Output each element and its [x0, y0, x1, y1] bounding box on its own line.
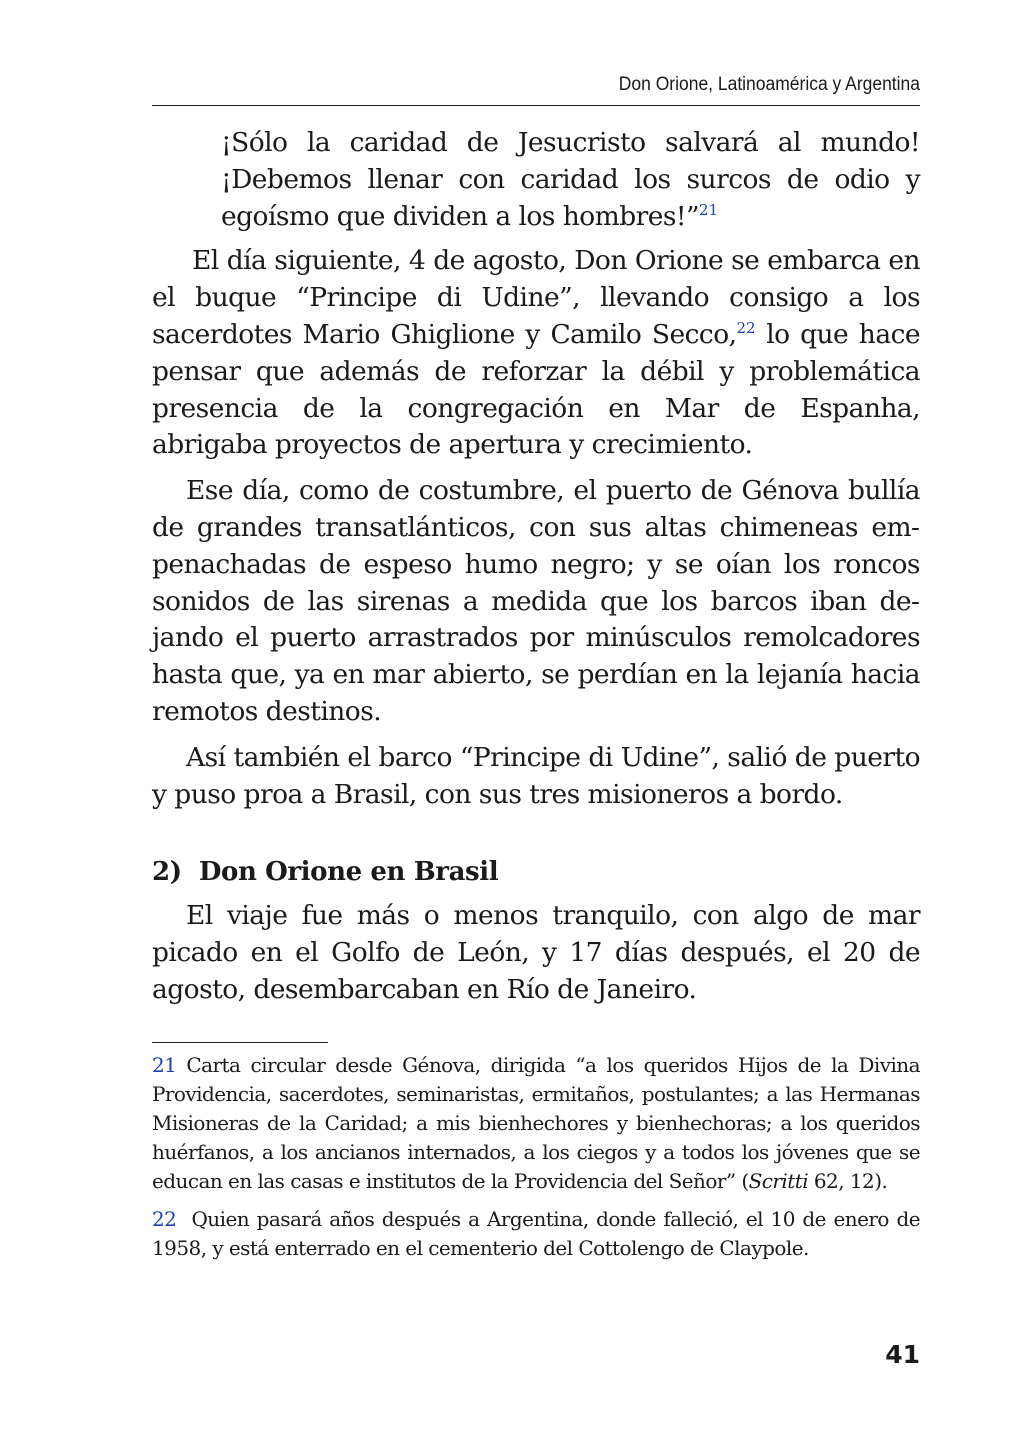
footnote-number[interactable]: 22: [152, 1207, 177, 1231]
section-heading: 2) Don Orione en Brasil: [152, 857, 499, 888]
running-header: Don Orione, Latinoamérica y Argentina: [618, 74, 920, 95]
header-rule: [152, 105, 920, 106]
paragraph-text: El día siguiente, 4 de agosto, Don Orione se embarca en el buque “Principe di Udine”, llevando consigo a los sacerdotes Mario Ghiglione y Camilo Secco,: [152, 245, 920, 350]
footnote-rule: [152, 1042, 328, 1043]
footnote-21: [152, 1051, 920, 1196]
main-text: [152, 125, 920, 1009]
footnote-22: [152, 1205, 920, 1263]
paragraph: El viaje fue más o menos tranquilo, con algo de mar picado en el Golfo de León, y 17 días después, el 20 de agosto, desembarcaban en Río de Janeiro.: [152, 900, 920, 1005]
footnote-text: 62, 12).: [808, 1169, 888, 1193]
footnote-ref-22[interactable]: 22: [736, 318, 756, 337]
footnote-text: Quien pasará años después a Argentina, donde falleció, el 10 de enero de 1958, y está enterrado en el cementerio del Cottolengo de Claypole.: [152, 1207, 920, 1260]
footnote-italic: Scritti: [748, 1169, 809, 1193]
quote-text: ¡Sólo la caridad de Jesucristo salvará al mundo! ¡Debemos llenar con caridad los surcos de odio y egoísmo que dividen a los hombres!”: [221, 127, 920, 232]
paragraph: Ese día, como de costumbre, el puerto de Génova bullía de grandes transatlánticos, con sus altas chimeneas empenachadas de espeso humo negro; y se oían los roncos sonidos de las sirenas a medida que los barcos iban dejando el puerto arrastrados por minúsculos remolcadores hasta que, ya en mar abierto, se perdían en la lejanía hacia remotos destinos.: [152, 475, 920, 727]
footnote-text: Carta circular desde Génova, dirigida “a los queridos Hijos de la Divina Providencia, sacerdotes, seminaristas, ermitaños, postulantes; a las Hermanas Misioneras de la Caridad; a mis bienhechores y bienhechoras; a los queridos huérfanos, a los ancianos internados, a los ciegos y a todos los jóvenes que se educan en las casas e institutos de la Providencia del Señor” (: [152, 1053, 920, 1193]
paragraph: [152, 243, 920, 464]
footnotes: [152, 1051, 920, 1263]
paragraph-text: lo que hace pensar que además de reforzar la débil y problemática presencia de la congregación en Mar de Espanha, abrigaba proyectos de apertura y crecimiento.: [152, 318, 920, 461]
page-number: 41: [885, 1340, 920, 1369]
footnote-ref-21[interactable]: 21: [699, 200, 719, 219]
paragraph: Así también el barco “Principe di Udine”, salió de puerto y puso proa a Brasil, con sus tres misioneros a bordo.: [152, 741, 920, 810]
footnote-number[interactable]: 21: [152, 1053, 177, 1077]
block-quote: [152, 125, 920, 235]
